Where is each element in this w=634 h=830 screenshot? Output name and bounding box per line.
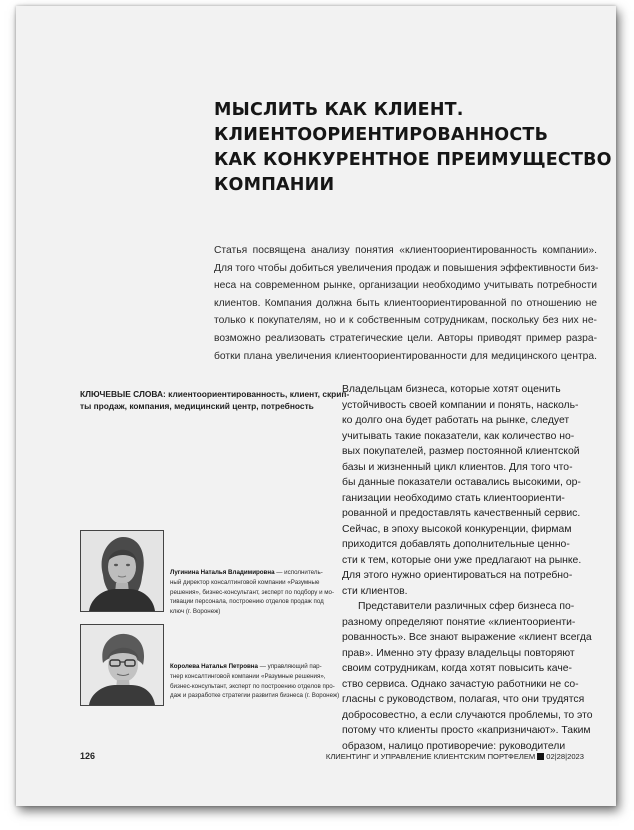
author-bio: [170, 568, 340, 617]
body-line: ко долго она будет работать на рынке, следует: [342, 415, 570, 426]
abstract-line: клиентов. Компания должна быть клиентоориентированной по отношению не: [214, 297, 597, 309]
body-line: Для этого нужно ориентироваться на потребно-: [342, 570, 573, 581]
author-bio-line: бизнес-консультант, эксперт по построению отделов про-: [170, 682, 335, 690]
title-line: КАК КОНКУРЕНТНОЕ ПРЕИМУЩЕСТВО: [214, 150, 612, 170]
body-line: устойчивость своей компании и понять, насколь-: [342, 399, 579, 411]
body-line: бы данные показатели оставались высокими, ор-: [342, 477, 581, 488]
author-name: Лугинина Наталья Владимировна: [170, 569, 275, 576]
author-bio: [170, 662, 340, 701]
abstract-line: Статья посвящена анализу понятия «клиентоориентированность компании».: [214, 245, 597, 256]
keywords-line: КЛЮЧЕВЫЕ СЛОВА: клиентоориентированность, клиент, скрип-: [80, 389, 350, 399]
author-bio-line: даж и разработке стратегии развития бизнеса (г. Воронеж): [170, 692, 340, 700]
body-line: базы и жизненный цикл клиентов. Для того что-: [342, 461, 573, 473]
author-photo: [80, 624, 164, 706]
body-line: своим сотрудникам, когда хотят повысить каче-: [342, 663, 573, 674]
author-bio-line: [170, 568, 340, 578]
body-line: добросовестно, а если случаются проблемы, то это: [342, 709, 593, 721]
abstract-line: Для того чтобы добиться увеличения продаж и повышения эффективности биз-: [214, 262, 599, 274]
article-body: [342, 382, 592, 754]
body-line: рованность». Все знают выражение «клиент всегда: [342, 632, 592, 643]
body-line: Сейчас, в эпоху высокой конкуренции, фирмам: [342, 523, 572, 535]
author-bio-line: тнер консалтинговой компании «Разумные решения»,: [170, 672, 326, 680]
body-line: образом, налицо противоречие: руководители: [342, 740, 566, 752]
body-line: Владельцам бизнеса, которые хотят оценить: [342, 384, 561, 395]
square-bullet-icon: [537, 753, 544, 760]
running-footer: [326, 752, 584, 761]
body-line: вых покупателей, размер постоянной клиентской: [342, 446, 580, 457]
author-bio-text: — управляющий пар-: [257, 663, 322, 670]
author-photo: [80, 530, 164, 612]
author-bio-line: ный директор консалтинговой компании «Разумные: [170, 578, 320, 586]
title-line: МЫСЛИТЬ КАК КЛИЕНТ.: [214, 100, 464, 120]
body-line: учитывать такие показатели, как количество но-: [342, 430, 575, 442]
title-line: КЛИЕНТООРИЕНТИРОВАННОСТЬ: [214, 125, 549, 145]
abstract-line: неса на современном рынке, организации необходимо учитывать потребности: [214, 280, 597, 292]
body-line: ганизации необходимо стать клиентоориенти-: [342, 492, 565, 504]
body-line: ство сервиса. Однако зачастую работники не со-: [342, 678, 579, 690]
abstract-line: ботки плана увеличения клиентоориентированности для медицинского центра.: [214, 350, 597, 362]
author-bio-line: ключ (г. Воронеж): [170, 608, 221, 616]
body-line: гласны с руководством, полагая, что они трудятся: [342, 694, 585, 705]
article-abstract: [214, 242, 597, 365]
author-bio-line: тивации персонала, построению отделов продаж под: [170, 598, 324, 606]
author-bio-text: — исполнитель-: [274, 569, 323, 576]
keywords-block: [80, 388, 350, 412]
keywords-line: ты продаж, компания, медицинский центр, потребность: [80, 401, 314, 411]
body-line: рованной и предоставлять качественный сервис.: [342, 508, 581, 519]
journal-name: КЛИЕНТИНГ И УПРАВЛЕНИЕ КЛИЕНТСКИМ ПОРТФЕЛЕМ: [325, 752, 536, 761]
magazine-page: [16, 6, 616, 806]
body-line: приходится добавлять дополнительные ценно-: [342, 539, 570, 550]
body-line: Представители различных сфер бизнеса по-: [358, 601, 575, 612]
author-bio-line: [170, 662, 340, 672]
issue-number: 02|28|2023: [546, 752, 584, 761]
abstract-line: возможно реализовать стратегические цели. Авторы приводят пример разра-: [214, 332, 597, 344]
body-line: разному определяют понятие «клиентоориенти-: [342, 616, 576, 628]
author-name: Королева Наталья Петровна: [170, 663, 258, 670]
body-line: потому что клиенты просто «капризничают». Таким: [342, 725, 591, 736]
body-line: сти к тем, которые они уже предлагают на рынке.: [342, 554, 582, 566]
article-title: [214, 98, 612, 198]
page-number: 126: [80, 751, 96, 761]
body-line: прав». Именно эту фразу владельцы повторяют: [342, 647, 575, 659]
author-bio-line: решения», бизнес-консультант, эксперт по подбору и мо-: [170, 588, 335, 596]
abstract-line: только к покупателям, но и к собственным сотрудникам, поскольку без них не-: [214, 315, 597, 327]
body-line: сти клиентов.: [342, 585, 408, 597]
title-line: КОМПАНИИ: [214, 175, 335, 195]
